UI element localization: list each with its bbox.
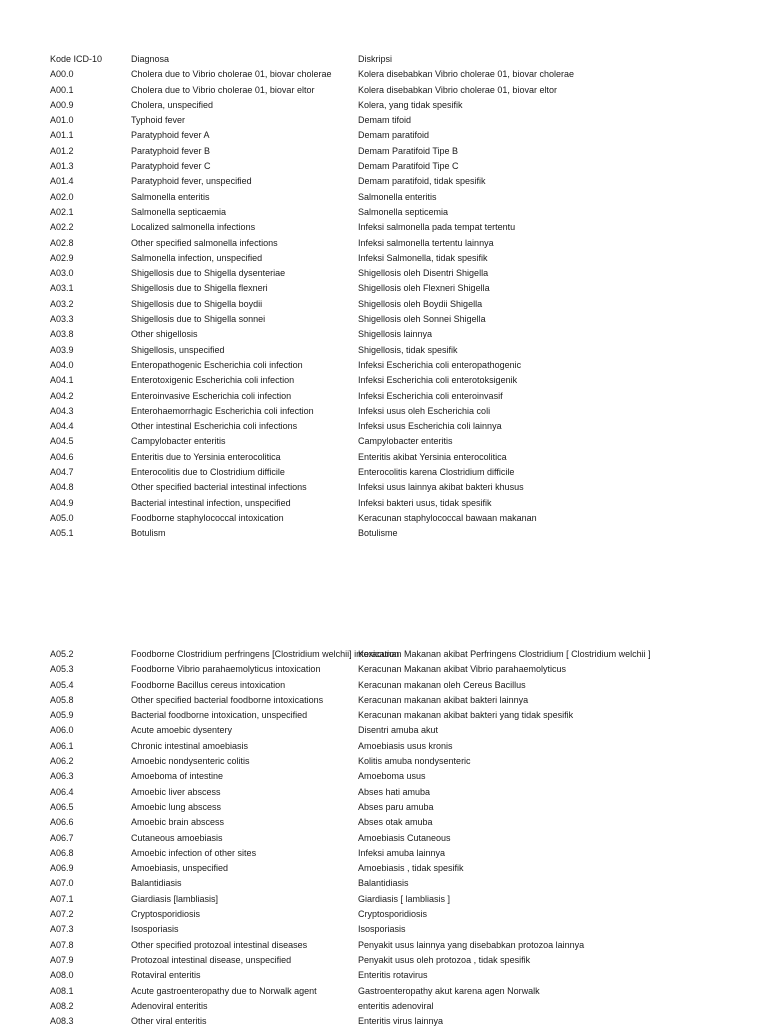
table-row (0, 419, 768, 434)
table-block-1 (0, 52, 768, 542)
cell-diagnosis: Amoebiasis, unspecified (131, 863, 229, 874)
cell-code: A00.1 (50, 84, 74, 95)
table-row (0, 358, 768, 373)
cell-diagnosis: Protozoal intestinal disease, unspecified (131, 954, 292, 965)
cell-diagnosis: Shigellosis due to Shigella sonnei (131, 314, 266, 325)
cell-description: Infeksi Salmonella, tidak spesifik (358, 252, 488, 263)
cell-diagnosis: Amoebic lung abscess (131, 801, 222, 812)
table-row (0, 678, 768, 693)
cell-description: Shigellosis oleh Boydii Shigella (358, 298, 483, 309)
cell-diagnosis: Cholera due to Vibrio cholerae 01, biovar eltor (131, 84, 315, 95)
table-row (0, 465, 768, 480)
table-row (0, 389, 768, 404)
table-row (0, 190, 768, 205)
cell-diagnosis: Amoebic nondysenteric colitis (131, 756, 250, 767)
table-row (0, 723, 768, 738)
cell-diagnosis: Enteropathogenic Escherichia coli infection (131, 359, 303, 370)
cell-description: Infeksi amuba lainnya (358, 847, 446, 858)
cell-diagnosis: Other intestinal Escherichia coli infections (131, 421, 298, 432)
cell-description: Penyakit usus lainnya yang disebabkan protozoa lainnya (358, 939, 585, 950)
table-row (0, 800, 768, 815)
table-row (0, 251, 768, 266)
cell-code: A03.0 (50, 268, 74, 279)
table-row (0, 892, 768, 907)
table-row (0, 953, 768, 968)
cell-diagnosis: Cholera, unspecified (131, 99, 214, 110)
cell-description: Disentri amuba akut (358, 725, 439, 736)
table-row (0, 1014, 768, 1029)
table-row (0, 266, 768, 281)
cell-description: Isosporiasis (358, 924, 406, 935)
cell-diagnosis: Acute gastroenteropathy due to Norwalk agent (131, 985, 317, 996)
cell-code: A05.9 (50, 710, 74, 721)
cell-code: A08.3 (50, 1016, 74, 1027)
cell-code: A07.0 (50, 878, 74, 889)
cell-code: A04.5 (50, 436, 74, 447)
cell-description: Gastroenteropathy akut karena agen Norwalk (358, 985, 540, 996)
cell-diagnosis: Enterohaemorrhagic Escherichia coli infection (131, 405, 314, 416)
table-row (0, 297, 768, 312)
cell-code: A08.2 (50, 1000, 74, 1011)
cell-description: Infeksi Escherichia coli enteroinvasif (358, 390, 503, 401)
table-row (0, 922, 768, 937)
cell-code: A06.5 (50, 801, 74, 812)
cell-diagnosis: Other specified bacterial foodborne intoxications (131, 694, 324, 705)
cell-description: Infeksi usus lainnya akibat bakteri khusus (358, 482, 524, 493)
cell-description: Shigellosis oleh Sonnei Shigella (358, 314, 486, 325)
cell-code: A04.9 (50, 497, 74, 508)
cell-diagnosis: Paratyphoid fever C (131, 161, 211, 172)
cell-description: Enteritis virus lainnya (358, 1016, 444, 1027)
cell-description: Shigellosis lainnya (358, 329, 433, 340)
cell-diagnosis: Amoebic liver abscess (131, 786, 221, 797)
cell-code: A04.6 (50, 451, 74, 462)
cell-code: A01.2 (50, 145, 74, 156)
cell-diagnosis: Shigellosis due to Shigella boydii (131, 298, 263, 309)
cell-diagnosis: Giardiasis [lambliasis] (131, 893, 219, 904)
cell-description: Salmonella enteritis (358, 191, 437, 202)
cell-code: A04.1 (50, 375, 74, 386)
cell-code: A06.2 (50, 756, 74, 767)
table-row (0, 434, 768, 449)
cell-code: A01.1 (50, 130, 74, 141)
cell-description: Amoeboma usus (358, 771, 426, 782)
header-diagnosis: Diagnosa (131, 54, 170, 64)
cell-code: A06.4 (50, 786, 74, 797)
table-row (0, 98, 768, 113)
cell-code: A08.0 (50, 970, 74, 981)
cell-diagnosis: Other specified bacterial intestinal infections (131, 482, 307, 493)
table-row (0, 526, 768, 541)
table-row (0, 144, 768, 159)
table-row (0, 984, 768, 999)
cell-diagnosis: Amoebic infection of other sites (131, 847, 257, 858)
cell-description: Infeksi salmonella tertentu lainnya (358, 237, 494, 248)
cell-diagnosis: Other viral enteritis (131, 1016, 207, 1027)
cell-code: A07.3 (50, 924, 74, 935)
table-row (0, 128, 768, 143)
table-row (0, 708, 768, 723)
table-row (0, 343, 768, 358)
table-row (0, 861, 768, 876)
table-row (0, 236, 768, 251)
cell-code: A02.1 (50, 206, 74, 217)
table-row (0, 739, 768, 754)
table-row (0, 511, 768, 526)
cell-code: A05.3 (50, 664, 74, 675)
cell-diagnosis: Foodborne Bacillus cereus intoxication (131, 679, 286, 690)
table-row (0, 846, 768, 861)
cell-description: Abses otak amuba (358, 817, 433, 828)
cell-code: A02.2 (50, 222, 74, 233)
table-row (0, 769, 768, 784)
cell-code: A07.2 (50, 909, 74, 920)
cell-description: Demam Paratifoid Tipe B (358, 145, 459, 156)
table-row (0, 754, 768, 769)
cell-description: Infeksi bakteri usus, tidak spesifik (358, 497, 492, 508)
cell-code: A07.1 (50, 893, 74, 904)
table-row (0, 373, 768, 388)
cell-description: Keracunan Makanan akibat Perfringens Clostridium [ Clostridium welchii ] (358, 649, 651, 659)
cell-description: Shigellosis oleh Flexneri Shigella (358, 283, 490, 294)
cell-description: Keracunan makanan oleh Cereus Bacillus (358, 679, 526, 690)
cell-diagnosis: Other specified protozoal intestinal diseases (131, 939, 308, 950)
cell-description: Demam tifoid (358, 115, 412, 126)
cell-diagnosis: Amoeboma of intestine (131, 771, 224, 782)
cell-diagnosis: Foodborne Vibrio parahaemolyticus intoxication (131, 664, 321, 675)
cell-code: A08.1 (50, 985, 74, 996)
cell-diagnosis: Other shigellosis (131, 329, 198, 340)
cell-diagnosis: Paratyphoid fever, unspecified (131, 176, 252, 187)
cell-description: Infeksi Escherichia coli enteropathogenic (358, 359, 522, 370)
table-row (0, 876, 768, 891)
cell-code: A06.3 (50, 771, 74, 782)
cell-code: A01.0 (50, 115, 74, 126)
table-row (0, 83, 768, 98)
cell-description: Giardiasis [ lambliasis ] (358, 893, 451, 904)
cell-code: A03.8 (50, 329, 74, 340)
cell-description: Keracunan staphylococcal bawaan makanan (358, 512, 537, 523)
cell-diagnosis: Typhoid fever (131, 115, 186, 126)
cell-diagnosis: Cholera due to Vibrio cholerae 01, biovar cholerae (131, 69, 332, 80)
table-row (0, 404, 768, 419)
cell-code: A01.4 (50, 176, 74, 187)
cell-diagnosis: Shigellosis due to Shigella flexneri (131, 283, 268, 294)
cell-code: A00.9 (50, 99, 74, 110)
cell-code: A06.9 (50, 863, 74, 874)
table-row (0, 815, 768, 830)
cell-diagnosis: Paratyphoid fever B (131, 145, 211, 156)
cell-diagnosis: Bacterial intestinal infection, unspecified (131, 497, 291, 508)
cell-code: A04.0 (50, 359, 74, 370)
cell-description: Demam paratifoid, tidak spesifik (358, 176, 486, 187)
table-row (0, 693, 768, 708)
table-row (0, 205, 768, 220)
cell-description: Keracunan makanan akibat bakteri lainnya (358, 694, 529, 705)
cell-diagnosis: Adenoviral enteritis (131, 1000, 208, 1011)
table-row (0, 174, 768, 189)
cell-diagnosis: Enterocolitis due to Clostridium difficile (131, 467, 285, 478)
cell-description: Abses paru amuba (358, 801, 434, 812)
cell-description: Shigellosis oleh Disentri Shigella (358, 268, 489, 279)
cell-code: A06.6 (50, 817, 74, 828)
table-row (0, 831, 768, 846)
cell-diagnosis: Shigellosis, unspecified (131, 344, 225, 355)
cell-diagnosis: Acute amoebic dysentery (131, 725, 233, 736)
table-row (0, 312, 768, 327)
cell-description: Keracunan makanan akibat bakteri yang tidak spesifik (358, 710, 574, 721)
cell-description: Kolera disebabkan Vibrio cholerae 01, biovar cholerae (358, 69, 574, 80)
cell-diagnosis: Isosporiasis (131, 924, 179, 935)
cell-description: Campylobacter enteritis (358, 436, 453, 447)
cell-description: enteritis adenoviral (358, 1000, 434, 1011)
cell-code: A03.2 (50, 298, 74, 309)
cell-diagnosis: Paratyphoid fever A (131, 130, 210, 141)
header-description: Diskripsi (358, 54, 393, 64)
table-row (0, 159, 768, 174)
cell-description: Demam paratifoid (358, 130, 430, 141)
table-row (0, 67, 768, 82)
cell-description: Cryptosporidiosis (358, 909, 428, 920)
cell-diagnosis: Enteritis due to Yersinia enterocolitica (131, 451, 281, 462)
cell-code: A05.4 (50, 679, 74, 690)
cell-diagnosis: Foodborne staphylococcal intoxication (131, 512, 284, 523)
cell-code: A04.7 (50, 467, 74, 478)
cell-diagnosis: Botulism (131, 528, 166, 539)
cell-description: Enterocolitis karena Clostridium difficile (358, 467, 515, 478)
cell-diagnosis: Cutaneous amoebiasis (131, 832, 223, 843)
cell-code: A05.1 (50, 528, 74, 539)
cell-diagnosis: Cryptosporidiosis (131, 909, 201, 920)
cell-description: Enteritis akibat Yersinia enterocolitica (358, 451, 507, 462)
cell-code: A03.1 (50, 283, 74, 294)
cell-description: Infeksi usus Escherichia coli lainnya (358, 421, 502, 432)
cell-code: A06.1 (50, 740, 74, 751)
cell-diagnosis: Localized salmonella infections (131, 222, 256, 233)
cell-diagnosis: Shigellosis due to Shigella dysenteriae (131, 268, 286, 279)
cell-description: Botulisme (358, 528, 398, 539)
cell-code: A02.8 (50, 237, 74, 248)
cell-description: Demam Paratifoid Tipe C (358, 161, 459, 172)
cell-code: A06.0 (50, 725, 74, 736)
cell-code: A03.9 (50, 344, 74, 355)
cell-code: A07.8 (50, 939, 74, 950)
table-row (0, 662, 768, 677)
table-row (0, 327, 768, 342)
table-header-row (0, 52, 768, 67)
cell-description: Keracunan Makanan akibat Vibrio parahaemolyticus (358, 664, 566, 675)
table-row (0, 113, 768, 128)
cell-description: Infeksi Escherichia coli enterotoksigenik (358, 375, 518, 386)
cell-description: Amoebiasis , tidak spesifik (358, 863, 464, 874)
table-row (0, 220, 768, 235)
table-row (0, 999, 768, 1014)
cell-code: A06.8 (50, 847, 74, 858)
cell-description: Amoebiasis Cutaneous (358, 832, 451, 843)
cell-description: Abses hati amuba (358, 786, 431, 797)
cell-diagnosis: Salmonella infection, unspecified (131, 252, 263, 263)
cell-diagnosis: Salmonella septicaemia (131, 206, 227, 217)
cell-diagnosis: Enterotoxigenic Escherichia coli infection (131, 375, 295, 386)
table-row (0, 480, 768, 495)
cell-description: Kolitis amuba nondysenteric (358, 756, 471, 767)
table-row (0, 281, 768, 296)
table-row (0, 450, 768, 465)
cell-diagnosis: Foodborne Clostridium perfringens [Clostridium welchii] intoxication (131, 649, 400, 659)
cell-code: A00.0 (50, 69, 74, 80)
cell-code: A04.3 (50, 405, 74, 416)
cell-code: A01.3 (50, 161, 74, 172)
table-block-2 (0, 647, 768, 1029)
cell-diagnosis: Amoebic brain abscess (131, 817, 225, 828)
cell-code: A02.0 (50, 191, 74, 202)
cell-diagnosis: Chronic intestinal amoebiasis (131, 740, 249, 751)
cell-code: A03.3 (50, 314, 74, 325)
cell-code: A07.9 (50, 954, 74, 965)
cell-code: A05.8 (50, 694, 74, 705)
cell-diagnosis: Campylobacter enteritis (131, 436, 226, 447)
cell-description: Enteritis rotavirus (358, 970, 428, 981)
cell-diagnosis: Rotaviral enteritis (131, 970, 201, 981)
cell-diagnosis: Other specified salmonella infections (131, 237, 278, 248)
table-row (0, 647, 768, 662)
cell-code: A04.2 (50, 390, 74, 401)
table-row (0, 968, 768, 983)
table-row (0, 907, 768, 922)
cell-diagnosis: Bacterial foodborne intoxication, unspecified (131, 710, 308, 721)
cell-code: A06.7 (50, 832, 74, 843)
table-row (0, 785, 768, 800)
cell-code: A02.9 (50, 252, 74, 263)
cell-diagnosis: Enteroinvasive Escherichia coli infection (131, 390, 292, 401)
cell-diagnosis: Salmonella enteritis (131, 191, 210, 202)
cell-description: Amoebiasis usus kronis (358, 740, 453, 751)
cell-description: Infeksi usus oleh Escherichia coli (358, 405, 491, 416)
cell-description: Infeksi salmonella pada tempat tertentu (358, 222, 516, 233)
cell-code: A05.0 (50, 512, 74, 523)
table-row (0, 496, 768, 511)
cell-description: Shigellosis, tidak spesifik (358, 344, 458, 355)
cell-code: A04.8 (50, 482, 74, 493)
cell-diagnosis: Balantidiasis (131, 878, 182, 889)
cell-description: Salmonella septicemia (358, 206, 449, 217)
header-code: Kode ICD-10 (50, 54, 103, 64)
cell-description: Balantidiasis (358, 878, 409, 889)
cell-description: Penyakit usus oleh protozoa , tidak spesifik (358, 954, 531, 965)
table-row (0, 938, 768, 953)
cell-code: A05.2 (50, 649, 74, 659)
cell-description: Kolera disebabkan Vibrio cholerae 01, biovar eltor (358, 84, 557, 95)
cell-code: A04.4 (50, 421, 74, 432)
cell-description: Kolera, yang tidak spesifik (358, 99, 463, 110)
